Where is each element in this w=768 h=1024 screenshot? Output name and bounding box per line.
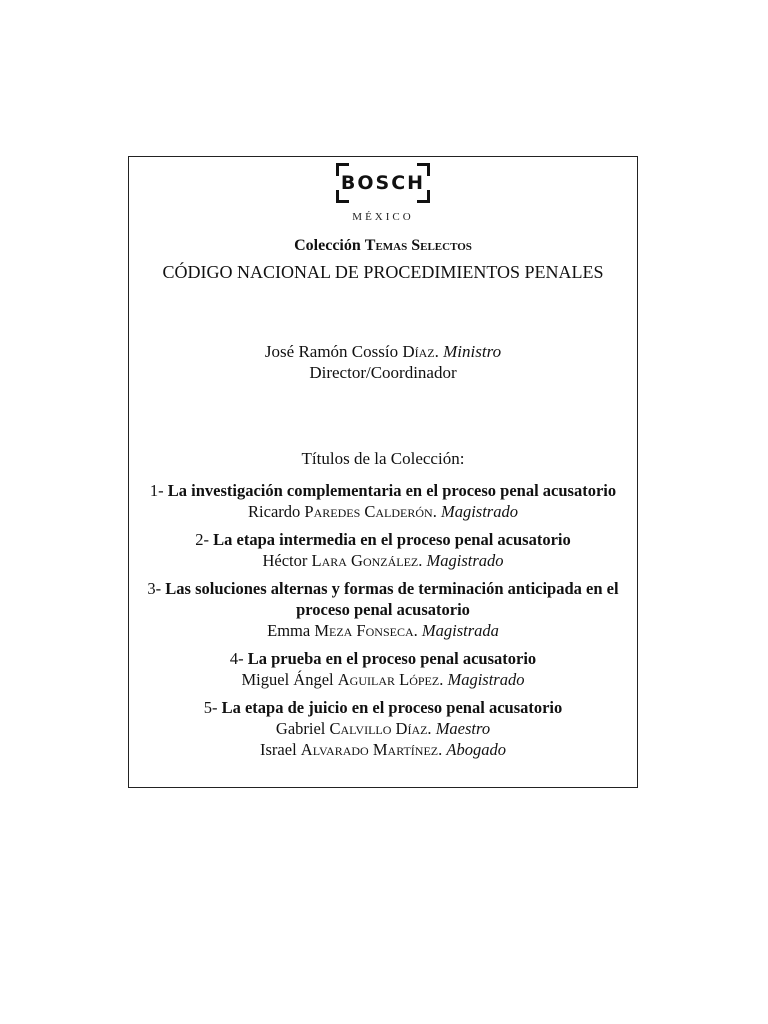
author-last-name: Alvarado Martínez. [300, 740, 443, 759]
item-title: La etapa intermedia en el proceso penal acusatorio [213, 530, 571, 549]
author-first-name: Israel [260, 740, 297, 759]
item-number: 4- [229, 649, 244, 668]
list-item [141, 697, 625, 760]
titles-heading: Títulos de la Colección: [301, 449, 465, 468]
author-role: Magistrado [440, 502, 518, 521]
item-author [141, 718, 625, 739]
author-last-name: Paredes Calderón. [304, 502, 437, 521]
director-first-name: José Ramón Cossío [264, 342, 399, 361]
author-first-name: Miguel Ángel [241, 670, 334, 689]
item-number: 2- [195, 530, 209, 549]
code-title: CÓDIGO NACIONAL DE PROCEDIMIENTOS PENALES [162, 262, 604, 282]
author-last-name: Lara González. [311, 551, 423, 570]
item-number: 1- [149, 481, 164, 500]
titles-list [129, 480, 637, 767]
author-first-name: Ricardo [248, 502, 301, 521]
page-frame [128, 156, 638, 788]
item-title: Las soluciones alternas y formas de terminación anticipada en el proceso penal acusatorio [165, 579, 619, 619]
item-title: La prueba en el proceso penal acusatorio [247, 649, 537, 668]
item-author [141, 620, 625, 641]
author-first-name: Emma [267, 621, 311, 640]
author-role: Abogado [446, 740, 506, 759]
item-number: 5- [203, 698, 218, 717]
director-block [129, 341, 637, 383]
author-last-name: Aguilar López. [337, 670, 444, 689]
publisher-logo [129, 163, 637, 225]
bosch-logo-mark [336, 163, 430, 203]
list-item [141, 578, 625, 641]
author-role: Magistrado [447, 670, 525, 689]
author-role: Magistrado [426, 551, 504, 570]
author-last-name: Calvillo Díaz. [329, 719, 432, 738]
item-author [141, 669, 625, 690]
author-role: Magistrada [421, 621, 499, 640]
item-author [141, 550, 625, 571]
item-title: La investigación complementaria en el proceso penal acusatorio [167, 481, 617, 500]
item-author [141, 501, 625, 522]
item-author [141, 739, 625, 760]
item-number: 3- [147, 579, 162, 598]
author-last-name: Meza Fonseca. [314, 621, 418, 640]
author-first-name: Héctor [262, 551, 308, 570]
director-title: Director/Coordinador [309, 363, 457, 382]
director-last-name: Díaz. [402, 342, 439, 361]
collection-name: Temas Selectos [364, 237, 472, 254]
collection-heading [129, 237, 637, 255]
author-first-name: Gabriel [275, 719, 326, 738]
list-item [141, 480, 625, 522]
director-role: Ministro [443, 342, 502, 361]
list-item [141, 648, 625, 690]
item-title: La etapa de juicio en el proceso penal acusatorio [221, 698, 563, 717]
list-item [141, 529, 625, 571]
logo-word: BOSCH [340, 172, 426, 194]
author-role: Maestro [435, 719, 491, 738]
collection-prefix: Colección [294, 237, 361, 254]
logo-subtitle: MÉXICO [352, 211, 414, 223]
